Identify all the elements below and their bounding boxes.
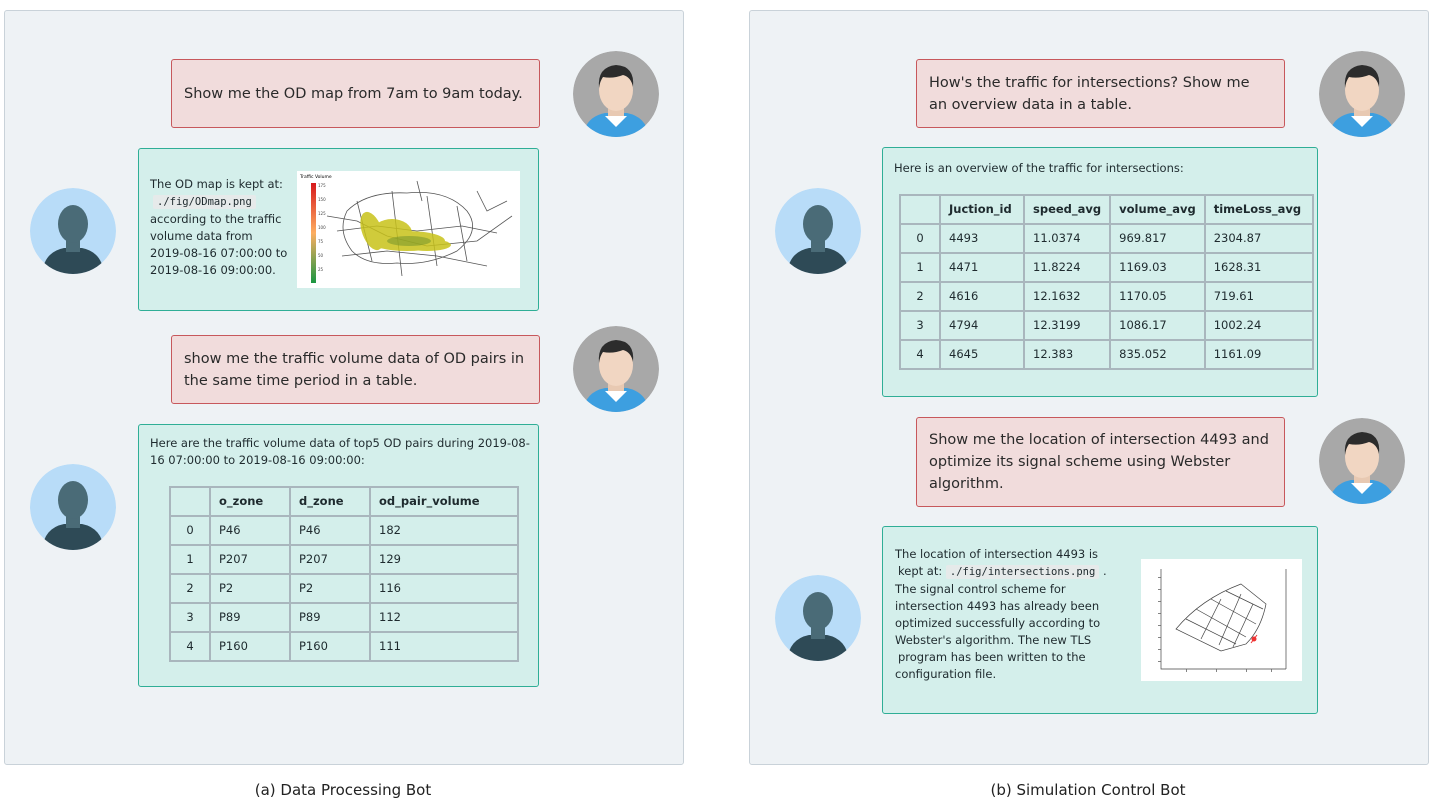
row-index-cell: 3 [170, 603, 210, 632]
bot-message-webster [882, 526, 1318, 714]
text-line: according to the traffic [150, 212, 282, 226]
table-cell: 2304.87 [1205, 224, 1313, 253]
user-message-od-table [171, 335, 540, 404]
text-line: optimized successfully according to [895, 616, 1101, 630]
table-cell: 112 [370, 603, 518, 632]
table-header-cell [900, 195, 940, 224]
text-line: intersection 4493 has already been [895, 599, 1100, 613]
user-avatar-icon [1319, 51, 1405, 137]
table-row [900, 282, 1313, 311]
bot-avatar-icon [30, 188, 116, 274]
table-cell: P2 [210, 574, 290, 603]
table-row [170, 603, 518, 632]
table-header-row [900, 195, 1313, 224]
user-message-intersections [916, 59, 1285, 128]
table-header-cell: o_zone [210, 487, 290, 516]
file-path: ./fig/intersections.png [946, 565, 1099, 579]
legend-tick-label: 75 [318, 239, 324, 244]
table-cell: 12.3199 [1024, 311, 1110, 340]
table-cell: 4493 [940, 224, 1024, 253]
bot-avatar-icon [30, 464, 116, 550]
table-cell: P46 [210, 516, 290, 545]
bot-message-text [150, 176, 300, 279]
table-cell: 12.383 [1024, 340, 1110, 369]
table-row [900, 311, 1313, 340]
table-cell: P46 [290, 516, 370, 545]
table-cell: 111 [370, 632, 518, 661]
left-panel-caption: (a) Data Processing Bot [254, 781, 432, 799]
bot-message-intro: Here is an overview of the traffic for intersections: [894, 161, 1184, 175]
row-index-cell: 1 [900, 253, 940, 282]
text-line: Webster's algorithm. The new TLS [895, 633, 1092, 647]
table-cell: 835.052 [1110, 340, 1205, 369]
text-line: The signal control scheme for [895, 582, 1066, 596]
table-header-row [170, 487, 518, 516]
table-cell: 4794 [940, 311, 1024, 340]
text-line: The OD map is kept at: [150, 177, 283, 191]
text-line: kept at: [898, 564, 943, 578]
text-line: The location of intersection 4493 is [895, 547, 1099, 561]
od-pairs-table [169, 486, 519, 662]
table-cell: P207 [210, 545, 290, 574]
text-line: 2019-08-16 09:00:00. [150, 263, 276, 277]
table-cell: 1628.31 [1205, 253, 1313, 282]
table-cell: 1161.09 [1205, 340, 1313, 369]
row-index-cell: 0 [170, 516, 210, 545]
table-cell: 182 [370, 516, 518, 545]
table-row [170, 632, 518, 661]
table-cell: 719.61 [1205, 282, 1313, 311]
text-line: configuration file. [895, 667, 997, 681]
od-map-image [297, 171, 520, 288]
text-line: . [1102, 564, 1107, 578]
file-path: ./fig/ODmap.png [153, 195, 256, 209]
table-header-cell: Juction_id [940, 195, 1024, 224]
table-header-cell: timeLoss_avg [1205, 195, 1313, 224]
user-message-text: show me the traffic volume data of OD pairs in the same time period in a table. [184, 350, 525, 389]
user-message-webster [916, 417, 1285, 507]
user-message-text: Show me the location of intersection 4493 and optimize its signal scheme using Webster algorithm. [929, 432, 1269, 492]
table-cell: P207 [290, 545, 370, 574]
user-avatar-icon [1319, 418, 1405, 504]
row-index-cell: 4 [170, 632, 210, 661]
table-cell: P2 [290, 574, 370, 603]
table-cell: 4616 [940, 282, 1024, 311]
bot-avatar-icon [775, 188, 861, 274]
intersections-table [899, 194, 1314, 370]
row-index-cell: 2 [170, 574, 210, 603]
text-line: program has been written to the [898, 650, 1086, 664]
user-avatar-icon [573, 51, 659, 137]
user-message-od-map [171, 59, 540, 128]
table-row [170, 516, 518, 545]
text-line: volume data from [150, 229, 253, 243]
bot-message-intro: Here are the traffic volume data of top5 OD pairs during 2019-08-16 07:00:00 to 2019-08-16 09:00:00: [150, 436, 530, 467]
table-cell: 129 [370, 545, 518, 574]
legend-tick-label: 50 [318, 253, 324, 258]
table-cell: 1169.03 [1110, 253, 1205, 282]
legend-tick-label: 125 [318, 211, 326, 216]
row-index-cell: 0 [900, 224, 940, 253]
table-cell: 11.8224 [1024, 253, 1110, 282]
table-cell: P160 [210, 632, 290, 661]
text-line: 2019-08-16 07:00:00 to [150, 246, 288, 260]
table-cell: 1002.24 [1205, 311, 1313, 340]
table-row [170, 545, 518, 574]
intersections-image [1141, 559, 1302, 681]
table-header-cell: volume_avg [1110, 195, 1205, 224]
table-cell: 4645 [940, 340, 1024, 369]
table-cell: 1086.17 [1110, 311, 1205, 340]
table-cell: P89 [290, 603, 370, 632]
table-row [900, 253, 1313, 282]
table-header-cell: speed_avg [1024, 195, 1110, 224]
row-index-cell: 2 [900, 282, 940, 311]
table-cell: 12.1632 [1024, 282, 1110, 311]
table-row [900, 340, 1313, 369]
table-cell: 4471 [940, 253, 1024, 282]
bot-message-od-table [138, 424, 539, 687]
bot-message-text [895, 546, 1145, 683]
legend-tick-label: 25 [318, 267, 324, 272]
legend-tick-label: 100 [318, 225, 326, 230]
user-message-text: How's the traffic for intersections? Show me an overview data in a table. [929, 74, 1250, 113]
table-header-cell: d_zone [290, 487, 370, 516]
user-message-text: Show me the OD map from 7am to 9am today. [184, 85, 523, 102]
bot-avatar-icon [775, 575, 861, 661]
legend-tick-label: 175 [318, 183, 326, 188]
table-header-cell: od_pair_volume [370, 487, 518, 516]
table-row [900, 224, 1313, 253]
row-index-cell: 4 [900, 340, 940, 369]
map-title: Traffic Volume [300, 175, 332, 180]
legend-tick-label: 150 [318, 197, 326, 202]
table-cell: 969.817 [1110, 224, 1205, 253]
row-index-cell: 1 [170, 545, 210, 574]
row-index-cell: 3 [900, 311, 940, 340]
table-cell: 11.0374 [1024, 224, 1110, 253]
table-cell: 116 [370, 574, 518, 603]
bot-message-od-map [138, 148, 539, 311]
user-avatar-icon [573, 326, 659, 412]
bot-message-intersections-table [882, 147, 1318, 397]
table-cell: P89 [210, 603, 290, 632]
table-row [170, 574, 518, 603]
right-panel-caption: (b) Simulation Control Bot [990, 781, 1186, 799]
table-cell: P160 [290, 632, 370, 661]
table-cell: 1170.05 [1110, 282, 1205, 311]
table-header-cell [170, 487, 210, 516]
